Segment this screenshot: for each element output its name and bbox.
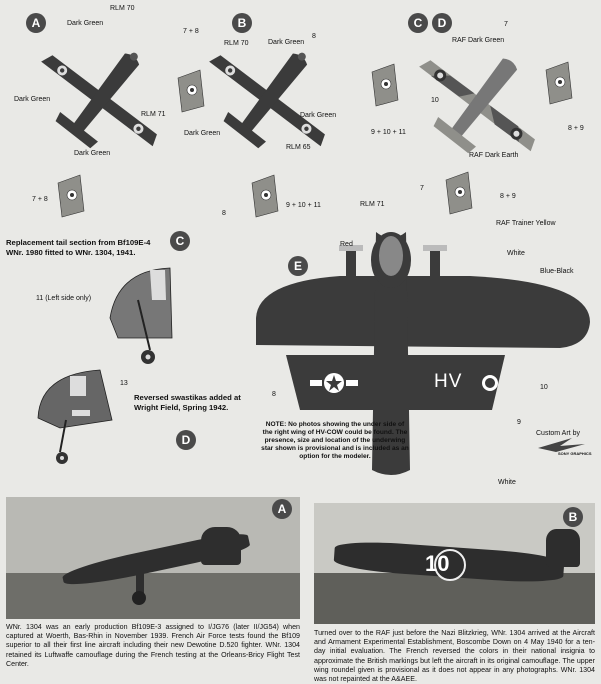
tail-section-c-drawing — [110, 268, 172, 364]
profile-cd-label-8-9-top: 8 + 9 — [568, 125, 584, 132]
profile-d-badge: D — [432, 13, 452, 33]
profile-cd-label-raf-trainer-yellow: RAF Trainer Yellow — [496, 220, 556, 227]
profile-cd-label-7-top: 7 — [504, 21, 508, 28]
credit-logo: SONY GRAPHICS — [558, 451, 592, 456]
profile-b-label-8-bottom: 8 — [222, 210, 226, 217]
photo-a — [6, 497, 300, 619]
photo-a-caption: WNr. 1304 was an early production Bf109E-3 assigned to I/JG76 (later II/JG54) when captured at Woerth, Bas-Rhin in November 1939. French Air Force tests found the Bf109 superior to all their first line aircraft including their new Dewotine D.520 fighter. WNr. 1304 retained its Luftwaffe camouflage during the French testing at the Orleans-Bricy Flight Test Center. — [6, 623, 300, 668]
profile-b-stabilizer-top — [372, 64, 398, 106]
photo-b-caption: Turned over to the RAF just before the Nazi Blitzkrieg, WNr. 1304 arrived at the Aircraft and Armament Experimental Establishment, Boscombe Down on 4 May 1940 for a ten-day initial evaluation. The French reversed the colors in their national insignia to approximate the British markings but left the aircraft in its original camouflage. The upper wing roundel given is provisional as it does not appear in any photographs. WNr. 1304 was not repainted at the A&AEE. — [314, 629, 595, 684]
plan-e-label-white-top: White — [507, 250, 525, 257]
tail-section-c-caption: Replacement tail section from Bf109E-4 WNr. 1980 fitted to WNr. 1304, 1941. — [6, 238, 151, 257]
plan-e-label-red: Red — [340, 241, 353, 248]
plan-e-code: HV — [434, 371, 463, 392]
profile-cd-stabilizer-top — [546, 62, 572, 104]
photo-b-fuselage-code: 10 — [425, 551, 450, 576]
plan-e-label-blue-black: Blue-Black — [540, 268, 574, 275]
profile-b-label-rlm70: RLM 70 — [224, 40, 249, 47]
tail-section-c-badge: C — [170, 231, 190, 251]
profile-cd-label-8-9-bottom: 8 + 9 — [500, 193, 516, 200]
profile-cd-label-10: 10 — [431, 97, 439, 104]
profile-a-label-7-8-top: 7 + 8 — [183, 28, 199, 35]
tail-section-c-callout: 11 (Left side only) — [36, 295, 92, 302]
plan-e-label-8: 8 — [272, 391, 276, 398]
tail-d-badge: D — [176, 430, 196, 450]
profile-a-label-dark-green-3: Dark Green — [184, 130, 221, 137]
plan-e-label-white-bottom: White — [498, 479, 516, 486]
profile-a-stabilizer-top — [178, 70, 204, 112]
plan-e-label-10: 10 — [540, 384, 548, 391]
profile-cd-label-7-bottom: 7 — [420, 185, 424, 192]
profile-a-label-dark-green-4: Dark Green — [74, 150, 111, 157]
plan-e-label-9: 9 — [517, 419, 521, 426]
profile-a-label-rlm71: RLM 71 — [141, 111, 166, 118]
profile-cd-label-raf-dark-green: RAF Dark Green — [452, 37, 505, 44]
profile-cd-stabilizer-bottom — [446, 172, 472, 214]
profile-a-label-dark-green-1: Dark Green — [67, 20, 104, 27]
photo-b — [314, 503, 595, 624]
tail-d-drawing — [38, 370, 112, 464]
profile-b-label-9-10-11-top: 9 + 10 + 11 — [371, 129, 406, 136]
credit-logo-mark — [538, 438, 585, 452]
profile-a-label-7-8-bottom: 7 + 8 — [32, 196, 48, 203]
profile-b-label-8-top: 8 — [312, 33, 316, 40]
profile-a-label-dark-green-2: Dark Green — [14, 96, 51, 103]
profile-a-stabilizer-bottom — [58, 175, 84, 217]
profile-b-badge: B — [232, 13, 252, 33]
profile-b-stabilizer-bottom — [252, 175, 278, 217]
profile-b-label-rlm71: RLM 71 — [360, 201, 385, 208]
profile-c-badge: C — [408, 13, 428, 33]
plan-e-badge: E — [288, 256, 308, 276]
profile-b-label-9-10-11-bottom: 9 + 10 + 11 — [286, 202, 321, 209]
profile-a-label-rlm70: RLM 70 — [110, 5, 135, 12]
tail-d-number: 13 — [120, 380, 128, 387]
profile-b-label-rlm65: RLM 65 — [286, 144, 311, 151]
profile-b-label-dark-green-2: Dark Green — [300, 112, 337, 119]
photo-a-badge: A — [272, 499, 292, 519]
profile-b-aircraft — [186, 10, 360, 177]
plan-e-note: NOTE: No photos showing the under side of the right wing of HV-COW could be found. The presence, size and location of the underwing star shown is provisional and is included as an option for the modeler. — [261, 421, 409, 460]
profile-b-label-dark-green-1: Dark Green — [268, 39, 305, 46]
photo-b-badge: B — [563, 507, 583, 527]
credit-line: Custom Art by — [536, 430, 580, 437]
profile-a-badge: A — [26, 13, 46, 33]
tail-d-caption: Reversed swastikas added at Wright Field, Spring 1942. — [134, 393, 241, 412]
profile-cd-label-raf-dark-earth: RAF Dark Earth — [469, 152, 519, 159]
